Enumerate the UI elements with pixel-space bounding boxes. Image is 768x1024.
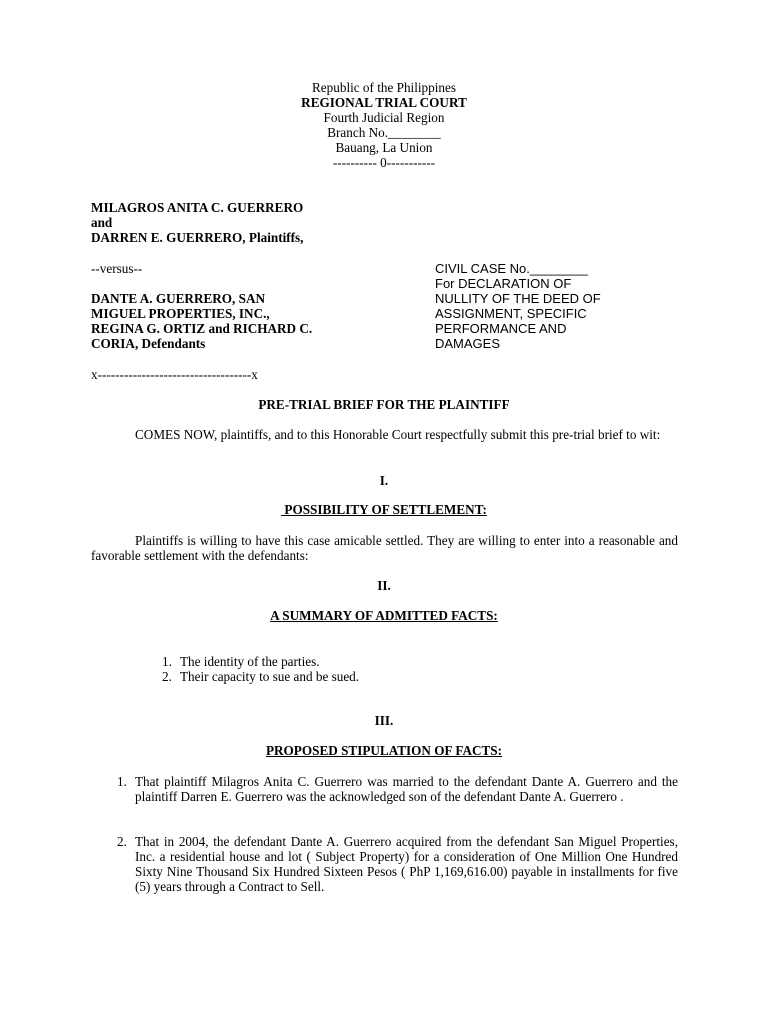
section-1-paragraph [91,533,678,563]
admitted-fact-item [162,654,678,669]
stipulation-number: 1. [117,774,127,789]
admitted-fact-number: 2. [162,669,172,684]
admitted-fact-item [162,669,678,684]
defendant-line-4: CORIA, Defendants [91,336,206,351]
case-nature-line-1: For DECLARATION OF [435,276,572,291]
header-region: Fourth Judicial Region [323,110,445,125]
section-1-numeral: I. [379,473,389,488]
case-nature-line-2: NULLITY OF THE DEED OF [435,291,601,306]
section-3-heading-text: PROPOSED STIPULATION OF FACTS: [265,743,503,758]
stipulation-item [117,834,678,894]
stipulation-text: That plaintiff Milagros Anita C. Guerrero was married to the defendant Dante A. Guerrero and the plaintiff Darren E. Guerrero was the acknowledged son of the defendant Dante A. Guerrero . [135,774,678,804]
section-3-numeral: III. [374,713,394,728]
case-nature-line-4: PERFORMANCE AND [435,321,567,336]
section-3-heading [0,743,768,758]
header-separator: ---------- 0----------- [332,155,436,170]
defendant-line-1: DANTE A. GUERRERO, SAN [91,291,266,306]
stipulation-number: 2. [117,834,127,849]
case-nature-line-3: ASSIGNMENT, SPECIFIC [435,306,587,321]
stipulation-text: That in 2004, the defendant Dante A. Guerrero acquired from the defendant San Miguel Properties, Inc. a residential house and lot ( Subject Property) for a consideration of One Million One Hundred Sixty Nine Thousand Six Hundred Sixteen Pesos ( PhP 1,169,616.00) payable in installments for five (5) years through a Contract to Sell. [135,834,678,894]
case-nature-line-5: DAMAGES [435,336,501,351]
intro-text: COMES NOW, plaintiffs, and to this Honorable Court respectfully submit this pre-trial brief to wit: [135,427,661,442]
plaintiff-line-1: MILAGROS ANITA C. GUERRERO [91,200,304,215]
document-title: PRE-TRIAL BRIEF FOR THE PLAINTIFF [258,397,510,412]
section-2-heading [0,608,768,623]
section-1-heading [0,502,768,517]
section-1-heading-text: POSSIBILITY OF SETTLEMENT: [281,502,487,517]
section-2-numeral: II. [377,578,391,593]
intro-paragraph [91,427,678,442]
admitted-fact-text: Their capacity to sue and be sued. [180,669,360,684]
header-republic: Republic of the Philippines [312,80,456,95]
stipulation-item [117,774,678,804]
plaintiff-line-2: and [91,215,113,230]
plaintiff-line-3: DARREN E. GUERRERO, Plaintiffs, [91,230,304,245]
versus-label: --versus-- [91,261,143,276]
header-court: REGIONAL TRIAL COURT [301,95,467,110]
caption-rule: x-----------------------------------x [91,367,258,382]
defendant-line-3: REGINA G. ORTIZ and RICHARD C. [91,321,313,336]
section-1-body: Plaintiffs is willing to have this case amicable settled. They are willing to enter into a reasonable and favorable settlement with the defendants: [91,533,678,563]
header-branch: Branch No.________ [327,125,441,140]
defendant-line-2: MIGUEL PROPERTIES, INC., [91,306,270,321]
header-location: Bauang, La Union [335,140,433,155]
admitted-fact-text: The identity of the parties. [180,654,320,669]
case-number: CIVIL CASE No.________ [435,261,588,276]
admitted-fact-number: 1. [162,654,172,669]
section-2-heading-text: A SUMMARY OF ADMITTED FACTS: [270,608,498,623]
